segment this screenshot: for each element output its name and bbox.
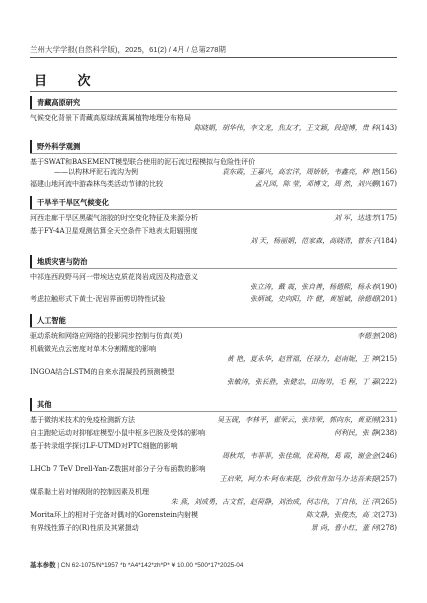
entry-page: (190) — [378, 283, 397, 291]
toc-entry[interactable] — [30, 464, 397, 484]
entry-authors: 景 尚，曹小红，董 何 — [310, 524, 379, 532]
footer-parameters: 基本参数 | CN 62-1075/N*1957 *b *A4*142*zh*P* ¥ 10.00 *500*17*2025-04 — [30, 562, 244, 569]
section-heading: 其他 — [30, 398, 397, 411]
entry-authors-line — [30, 354, 397, 364]
section-other — [30, 398, 397, 533]
entry-title: 考虑拉触形式下黄土-泥岩界面剪切特性试验 — [30, 295, 166, 303]
toc-entry[interactable] — [30, 213, 397, 223]
entry-title: 基于微纳米技术的免疫检测新方法 — [30, 416, 135, 424]
toc-entry[interactable] — [30, 428, 397, 438]
entry-title: LHCb 7 TeV Drell-Yan-Z数据对部分子分布函数的影响 — [30, 465, 206, 473]
entry-title: Morita环上的相对于完备对偶对的Gorenstein内射模 — [30, 511, 199, 519]
entry-authors: 李德奎 — [357, 332, 379, 340]
entry-authors: 王启荣，阿力木·阿布来提，沙依肯加马力·达吾来提 — [219, 475, 379, 483]
section-heading: 青藏高原研究 — [30, 96, 397, 109]
toc-entry[interactable] — [30, 487, 397, 507]
entry-authors: 黄 艳，夏永华，赵晋福，任禄力，赵南妮，王 神 — [226, 355, 379, 363]
entry-authors: 张炳诚，史向阳，许 健，黄旭斌，徐德超 — [249, 295, 379, 303]
section-divider — [30, 411, 397, 412]
entry-title: 基于转录组学探讨LF-UTMD对PTC细胞的影响 — [30, 442, 178, 450]
section-divider — [30, 268, 397, 269]
section-divider — [30, 209, 397, 210]
entry-authors-line — [222, 167, 397, 177]
footer-label: 基本参数 — [30, 562, 56, 569]
entry-authors: 张敏涛，张长胜，张健忠，田海男，毛 程，丁 嘉 — [226, 378, 379, 386]
section-heading: 地质灾害与防治 — [30, 255, 397, 268]
toc-entry[interactable] — [30, 523, 397, 533]
section-heading: 野外科学观测 — [30, 140, 397, 153]
entry-authors: 袁东霞，王嘉兴，高宏洋，周娇娇，韦鑫亮，种 艳 — [221, 168, 379, 176]
entry-title: 自主跑轮运动对抑郁症模型小鼠中枢多巴胺及受体的影响 — [30, 429, 205, 437]
entry-authors-line — [30, 236, 397, 246]
entry-title: INGOA结合LSTM的自来水混凝投药预测模型 — [30, 368, 175, 376]
entry-authors-line — [30, 451, 397, 461]
section-divider — [30, 327, 397, 328]
entry-authors: 刘 天，杨丽娟，范家森，高晓清，曾东子 — [249, 237, 379, 245]
entry-authors-line — [334, 213, 397, 223]
entry-authors: 刘 军，达选芳 — [333, 214, 379, 222]
toc-entry[interactable] — [30, 367, 397, 387]
entry-authors-line — [311, 523, 397, 533]
entry-page: (238) — [378, 429, 397, 437]
entry-title: 河西走廊干旱区黑碳气溶胶的时空变化特征及来源分析 — [30, 214, 198, 222]
entry-title: 驱动系统和网络应网络的投影同步控制与仿真(英) — [30, 332, 183, 340]
entry-page: (246) — [378, 452, 397, 460]
entry-page: (231) — [378, 416, 397, 424]
entry-authors-line — [30, 282, 397, 292]
section-ai — [30, 314, 397, 387]
entry-authors: 陈文静，张俊杰，高 文 — [305, 511, 379, 519]
entry-authors-line — [306, 510, 397, 520]
section-geohazard — [30, 255, 397, 304]
toc-entry[interactable] — [30, 157, 397, 177]
toc-entry[interactable] — [30, 344, 397, 364]
toc-entry[interactable] — [30, 226, 397, 246]
entry-title: 煤系黏土岩对铀吸附的控制因素及机理 — [30, 488, 149, 496]
entry-title: 基于FY-4A卫星观测估算全天空条件下地表太阳辐照度 — [30, 227, 198, 235]
title-divider — [30, 91, 397, 92]
toc-entry[interactable] — [30, 510, 397, 520]
entry-authors: 周秋邦，韦菲菲，张佳瑞，优莉梅，葛 霞，谢金金 — [221, 452, 379, 460]
entry-page: (222) — [378, 378, 397, 386]
toc-entry[interactable] — [30, 272, 397, 292]
section-heading: 人工智能 — [30, 314, 397, 327]
entry-authors: 吴玉砚，李林平，翟荣云，张玮荣，郭向东，黄亚刚 — [217, 416, 379, 424]
entry-title: 有界线性算子的(R)性质及其紧摄动 — [30, 524, 139, 532]
entry-authors-line — [30, 377, 397, 387]
entry-page: (201) — [378, 295, 397, 303]
entry-title: 中祁连西段野马河一带埃达克质花岗岩成因及构造意义 — [30, 273, 198, 281]
header-divider — [30, 57, 397, 58]
entry-page: (184) — [378, 237, 397, 245]
entry-authors-line — [250, 294, 397, 304]
entry-page: (208) — [378, 332, 397, 340]
entry-authors: 何利民，张 静 — [333, 429, 379, 437]
section-divider — [30, 153, 397, 154]
entry-subtitle: ——以构林坪泥石流沟为例 — [54, 168, 138, 176]
entry-authors: 陈晓娟，胡华伟，李文龙，焦友才，王文颖，段迎博，贵 科 — [193, 124, 379, 132]
entry-authors-line — [334, 428, 397, 438]
toc-entry[interactable] — [30, 294, 397, 304]
entry-page: (257) — [378, 475, 397, 483]
footer-text: CN 62-1075/N*1957 *b *A4*142*zh*P* ¥ 10.00 *500*17*2025-04 — [60, 562, 244, 569]
toc-entry[interactable] — [30, 113, 397, 133]
section-qinghai-tibet — [30, 96, 397, 133]
entry-title: 机载微光点云密度对单木分割精度的影响 — [30, 345, 156, 353]
toc-entry[interactable] — [30, 415, 397, 425]
entry-authors: 朱 燕，刘成勇，古文哲，赵荷静，刘治成，何志伟，丁自伟，汪 洋 — [170, 498, 379, 506]
entry-title: 福建山地河流中游森林鸟类活动节律的比较 — [30, 180, 163, 188]
section-arid-climate — [30, 196, 397, 246]
entry-page: (273) — [378, 511, 397, 519]
entry-title: 气候变化背景下青藏高原绿绒蒿属植物地理分布格局 — [30, 114, 191, 122]
entry-page: (167) — [378, 180, 397, 188]
entry-page: (143) — [378, 124, 397, 132]
entry-title: 基于SWAT和BASEMENT模型联合使用的泥石流过程模拟与危险性评价 — [30, 158, 256, 166]
entry-authors: 张立涛，戴 震，张自善，杨德熙，杨永春 — [249, 283, 379, 291]
entry-authors-line — [30, 123, 397, 133]
entry-authors-line — [255, 179, 397, 189]
entry-page: (156) — [378, 168, 397, 176]
toc-entry[interactable] — [30, 179, 397, 189]
toc-entry[interactable] — [30, 331, 397, 341]
entry-page: (265) — [378, 498, 397, 506]
section-field-observation — [30, 140, 397, 189]
entry-authors-line — [357, 331, 397, 341]
entry-authors-line — [30, 497, 397, 507]
page-title: 目 次 — [34, 74, 104, 89]
section-heading: 干旱半干旱区气候变化 — [30, 196, 397, 209]
entry-page: (175) — [378, 214, 397, 222]
entry-authors-line — [217, 415, 397, 425]
entry-authors: 孟凡园，陈 莹，邓博文，周 然，刘兴鹏 — [254, 180, 379, 188]
entry-page: (278) — [378, 524, 397, 532]
section-divider — [30, 109, 397, 110]
running-header: 兰州大学学报(自然科学版)，2025，61(2) / 4月 / 总第278期 — [30, 45, 226, 54]
entry-page: (215) — [378, 355, 397, 363]
entry-authors-line — [30, 474, 397, 484]
toc-entry[interactable] — [30, 441, 397, 461]
